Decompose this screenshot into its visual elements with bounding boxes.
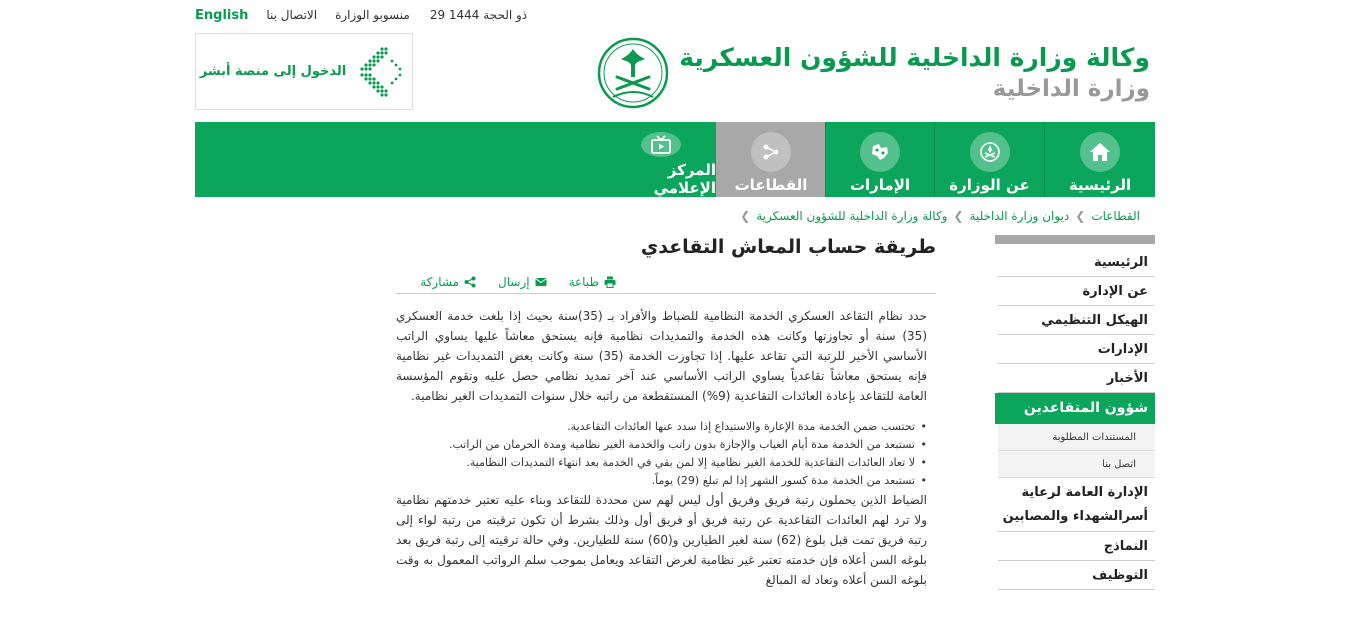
share-button[interactable] (420, 270, 476, 293)
page-title: طريقة حساب المعاش التقاعدي (640, 236, 936, 258)
printer-icon (604, 276, 616, 288)
absher-login-box[interactable] (195, 33, 413, 110)
share-icon (464, 276, 476, 288)
absher-chevron-icon (356, 46, 408, 98)
article-actions (396, 270, 936, 294)
english-language-link[interactable]: English (195, 7, 249, 23)
sidebar-item-retirees[interactable]: شؤون المتقاعدين (995, 393, 1155, 424)
breadcrumb-item[interactable]: القطاعات (1091, 209, 1140, 223)
contact-us-link[interactable]: الاتصال بنا (266, 8, 318, 22)
agency-name: وكالة وزارة الداخلية للشؤون العسكرية (679, 43, 1150, 72)
nav-item-media-center[interactable] (606, 122, 716, 197)
list-item: • تحتسب ضمن الخدمة مدة الإعارة والاستيداع إذا سدد عنها العائدات التقاعدية. (396, 418, 927, 436)
section-sidebar (995, 235, 1155, 590)
nav-item-sectors[interactable] (716, 122, 825, 197)
ministry-employees-link[interactable]: منسوبو الوزارة (335, 8, 410, 22)
sidebar-item-employment[interactable]: التوظيف (998, 561, 1155, 590)
print-label: طباعة (568, 274, 599, 289)
send-label: إرسال (498, 274, 530, 289)
sidebar-top-bar (995, 235, 1155, 244)
chevron-left-icon: ❯ (953, 209, 964, 223)
saudi-emblem-icon (595, 37, 671, 109)
breadcrumb-item[interactable]: ديوان وزارة الداخلية (969, 209, 1070, 223)
nav-item-label: الإمارات (849, 176, 911, 194)
sidebar-item-about[interactable]: عن الإدارة (998, 277, 1155, 306)
chevron-left-icon: ❯ (1075, 209, 1086, 223)
nav-item-home[interactable] (1044, 122, 1155, 197)
home-icon (1080, 132, 1120, 172)
nav-item-about-ministry[interactable] (934, 122, 1044, 197)
sidebar-subitem-contact[interactable]: اتصل بنا (998, 451, 1155, 478)
article-paragraph: الضباط الذين يحملون رتبة فريق وفريق أول ليس لهم سن محددة للتقاعد وبناء عليه تعتبر خدمتهم نظامية ولا ترد لهم العائدات التقاعدية عن رتبة فريق أو فريق أول وذلك بشرط أن تكون ترقيته من رتبة لواء إلى رتبة فريق تمت قبل بلوغ (62) سنة لغير الطيارين و(60) سنة للطيارين. وفي حالة ترقيته إلى رتبة فريق بعد بلوغه السن أعلاه فإن خدمته تعتبر غير نظامية لغرض التقاعد ويعامل بموجب سلم الرواتب المعمول به وقت بلوغه السن أعلاه وتعاد له المبالغ (396, 493, 928, 587)
map-icon (860, 132, 900, 172)
sidebar-item-home[interactable]: الرئيسية (998, 248, 1155, 277)
sidebar-item-forms[interactable]: النماذج (998, 532, 1155, 561)
nav-item-label: الرئيسية (1068, 176, 1132, 194)
nav-item-label: القطاعات (734, 176, 808, 194)
article-content (396, 232, 936, 590)
sidebar-subitem-required-documents[interactable]: المستندات المطلوبة (998, 424, 1155, 451)
list-item: • لا تعاد العائدات التقاعدية للخدمة الغير نظامية إلا لمن بقي في الخدمة بعد انتهاء التمديدات النظامية. (396, 454, 927, 472)
sidebar-item-news[interactable]: الأخبار (998, 364, 1155, 393)
nav-item-emirates[interactable] (825, 122, 934, 197)
nav-item-label: عن الوزارة (949, 176, 1030, 194)
tv-icon (641, 132, 681, 157)
chevron-left-icon: ❯ (740, 209, 751, 223)
site-logo[interactable] (595, 36, 1150, 110)
hijri-date: 29 ذو الحجة 1444 (429, 8, 528, 22)
sidebar-item-org-structure[interactable]: الهيكل التنظيمي (998, 306, 1155, 335)
ministry-name: وزارة الداخلية (992, 76, 1150, 102)
article-bullet-list (396, 418, 936, 490)
nav-item-label: المركز الإعلامي (653, 161, 716, 197)
list-item: • تستبعد من الخدمة مدة كسور الشهر إذا لم تبلغ (29) يوماً. (396, 472, 927, 490)
breadcrumb (740, 206, 1140, 226)
absher-login-label: الدخول إلى منصة أبشر (199, 64, 347, 79)
send-email-button[interactable] (498, 270, 547, 293)
top-utility-bar (195, 4, 528, 26)
list-item: • تستبعد من الخدمة مدة أيام الغياب والإجازة بدون راتب والخدمة الغير نظامية ومدة الحرمان من الراتب. (396, 436, 927, 454)
sidebar-item-martyrs-families[interactable]: الإدارة العامة لرعاية أسرالشهداء والمصابين (998, 478, 1155, 532)
sidebar-item-departments[interactable]: الإدارات (998, 335, 1155, 364)
share-label: مشاركة (420, 274, 460, 289)
article-paragraph: حدد نظام التقاعد العسكري الخدمة النظامية للضباط والأفراد بـ (35)سنة بحيث إذا بلغت خدمة العسكري (35) سنة أو تجاوزتها وكانت هذه الخدمة والتمديدات نظامية فإنه يستحق معاشاً عليها يساوي الراتب الأساسي الأخير للرتبة التي تقاعد عليها. إذا تجاوزت الخدمة (35) سنة وكانت بعض التمديدات غير نظامية فإنه يستحق معاشاً تقاعدياً يساوي الراتب الأساسي عند آخر تمديد نظامي حصل عليه وتقوم المؤسسة العامة للتقاعد بإعادة العائدات التقاعدية (9%) المستقطعة من راتبه خلال سنوات التمديدات الغير نظامية. (396, 309, 928, 403)
logo-text (679, 42, 1150, 104)
print-button[interactable] (569, 270, 616, 293)
share-network-icon (751, 132, 791, 172)
envelope-icon (535, 276, 547, 288)
breadcrumb-item[interactable]: وكالة وزارة الداخلية للشؤون العسكرية (756, 209, 948, 223)
main-navigation (195, 122, 1155, 197)
emblem-icon (970, 132, 1010, 172)
